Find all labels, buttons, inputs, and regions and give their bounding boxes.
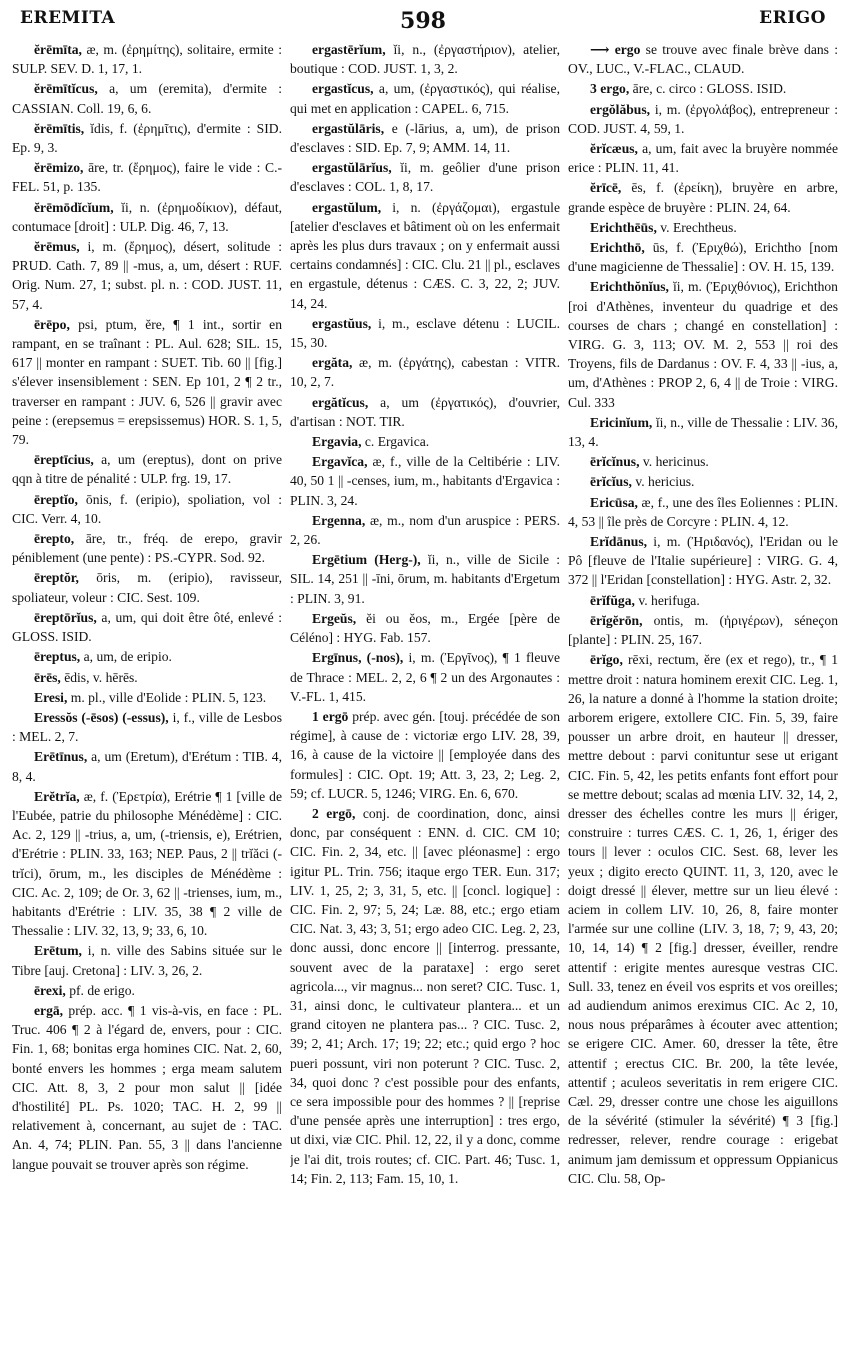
- dictionary-entry: [12, 198, 282, 236]
- entry-definition: ōnis, f. (eripio), spoliation, vol : CIC. Verr. 4, 10.: [12, 491, 282, 526]
- entry-headword: Erētīnus,: [34, 749, 88, 765]
- entry-headword: ērepto,: [34, 531, 75, 547]
- entry-definition: i, f., ville de Lesbos : MEL. 2, 7.: [12, 709, 282, 745]
- entry-definition: æ, f., ville de la Celtibérie : LIV. 40, 50 1 || -censes, ium, m., habitants d'Ergavica : PLIN. 3, 24.: [290, 454, 560, 508]
- entry-headword: Erichthō,: [590, 240, 645, 256]
- entry-definition: ontis, m. (ἠριγέρων), séneçon [plante] : PLIN. 25, 167.: [568, 612, 838, 648]
- entry-headword: ergastĭcus,: [312, 81, 374, 97]
- entry-headword: ergătĭcus,: [312, 394, 369, 410]
- column-right: [568, 40, 838, 1352]
- entry-definition: a, um (eremita), d'ermite : CASSIAN. Coll. 19, 6, 6.: [12, 81, 282, 116]
- entry-headword: ĕrēmītĭcus,: [34, 81, 98, 97]
- dictionary-entry: [12, 40, 282, 78]
- entry-headword: ergŏlăbus,: [590, 101, 651, 117]
- dictionary-entry: [290, 452, 560, 510]
- entry-headword: ēreptus,: [34, 649, 81, 665]
- entry-definition: ĭi, m. (Ἐριχθόνιος), Erichthon [roi d'Athènes, inventeur du quadrige et des courses de chars ; changé en constellation] : VIRG. G. 3, 113; OV. M. 2, 553 || roi des Troyens, fils de Dardanus : OV. F. 4, 33 || -ius, a, um, d'Athènes : PROP 2, 6, 4 || de Troie : VIRG. Cul. 333: [568, 279, 838, 410]
- entry-definition: ōris, m. (eripio), ravisseur, spoliateur, voleur : CIC. Sest. 109.: [12, 570, 282, 605]
- entry-headword: ēreptŏr,: [34, 570, 79, 586]
- dictionary-entry: [568, 493, 838, 531]
- entry-headword: ergăta,: [312, 355, 353, 371]
- entry-headword: ērĭgĕrōn,: [590, 612, 643, 628]
- dictionary-entry: [568, 79, 838, 98]
- entry-headword: ēreptīcius,: [34, 452, 94, 468]
- dictionary-entry: [568, 532, 838, 590]
- dictionary-entry: [290, 609, 560, 647]
- dictionary-entry: [290, 393, 560, 431]
- dictionary-entry: [290, 314, 560, 352]
- dictionary-entry: [12, 941, 282, 979]
- entry-definition: a, um, (ἐργαστικός), qui réalise, qui met en application : CAPEL. 6, 715.: [290, 81, 560, 116]
- entry-definition: æ, m., nom d'un aruspice : PERS. 2, 26.: [290, 512, 560, 548]
- dictionary-entry: [12, 647, 282, 666]
- dictionary-entry: [12, 1001, 282, 1174]
- entry-definition: i, m. (ἔρημος), désert, solitude : PRUD. Cath. 7, 89 || -mus, a, um, désert : RUF. Orig. Num. 27, 1; subst. pl. n. : COD. JUST. 11, 57, 4.: [12, 239, 282, 312]
- dictionary-entry: [12, 450, 282, 488]
- entry-headword: Erĕtrĭa,: [34, 788, 80, 804]
- entry-definition: æ, f. (Ἐρετρία), Erétrie ¶ 1 [ville de l'Eubée, patrie du philosophe Ménédème] : CIC. Ac. 2, 129 || -trius, a, um, (-triensis, e), Erétrien, d'Erétrie : PLIN. 33, 163; NEP. Paus, 2 || trĭăci (-trĭci), ōrum, m., les disciples de Ménédème : CIC. Ac. 2, 109; de Or. 3, 62 || -trienses, ium, m., habitants d'Erétrie : LIV. 35, 38 ¶ 2 ville de Thessalie : LIV. 32, 13, 9; 33, 6, 10.: [12, 788, 282, 939]
- dictionary-entry: [290, 198, 560, 313]
- dictionary-entry: [12, 981, 282, 1000]
- entry-definition: a, um, fait avec la bruyère nommée erice : PLIN. 11, 41.: [568, 141, 838, 176]
- entry-headword: ĕrēmus,: [34, 239, 80, 255]
- entry-headword: Erichthēūs,: [590, 219, 657, 235]
- entry-definition: e (-lārius, a, um), de prison d'esclaves : SID. Ep. 7, 9; AMM. 14, 11.: [290, 120, 560, 156]
- dictionary-entry: [12, 688, 282, 707]
- entry-headword: Ericūsa,: [590, 494, 638, 510]
- dictionary-entry: [12, 568, 282, 606]
- entry-definition: æ, m. (ἐρημίτης), solitaire, ermite : SULP. SEV. D. 1, 17, 1.: [12, 42, 282, 77]
- entry-headword: ergastŭlum,: [312, 199, 382, 215]
- dictionary-entry: [12, 747, 282, 785]
- entry-definition: āre, c. circo : GLOSS. ISID.: [632, 81, 787, 97]
- entry-definition: rēxi, rectum, ĕre (ex et rego), tr., ¶ 1 mettre droit : natura hominem erexit CIC. Leg. 1, 26, la nature a donné à l'homme la station droite; arborem erigere, extollere CIC. Fin. 5, 39, faire pousser un arbre droit, en hauteur || dresser, mettre debout : parvi conituntur sese ut erigant CIC. Fin. 5, 42, les petits enfants font effort pour se mettre debout; scalas ad mœnia LIV. 32, 14, 2, dresser des échelles contre les murs || ériger, construire : turres CÆS. C. 1, 26, 1, ériger des tours || lever : oculos CIC. Sest. 68, lever les yeux ; digito erecto QUINT. 11, 3, 120, avec le doigt dressé || élever, mettre sur un lieu élevé : aciem in collem LIV. 10, 26, 8, faire monter l'armée sur une colline (LIV. 3, 18, 7; 9, 43, 20; 10, 14, 14) ¶ 2 [fig.] dresser, éveiller, rendre attentif : erigite mentes auresque vestras CIC. Sull. 33, tenez en éveil vos esprits et vos oreilles; ad audiendum animos ereximus CIC. Ac 2, 10, nous nous préparâmes à écouter avec attention; se erigere CIC. Amer. 60, dresser la tête, être attentif ; erectus CIC. Br. 200, la tête levée, attentif ; aculeos severitatis in rem erigere CIC. Cæl. 29, dresser contre une chose les aiguillons de la sévérité (stimuler la sévérité) ¶ 3 [fig.] redresser, relever, rendre courage : erigebat animum jam demissum et oppressum Oppianicus CIC. Clu. 58, Op-: [568, 652, 838, 1186]
- entry-definition: m. pl., ville d'Eolide : PLIN. 5, 123.: [70, 689, 267, 705]
- dictionary-entry: [568, 591, 838, 610]
- entry-headword: ĕrēmītis,: [34, 120, 85, 136]
- entry-definition: prép. avec gén. [touj. précédée de son régime], à cause de : victoriæ ergo LIV. 28, 39, 16, à cause de la victoire || [employée dans des formules] : CIC. Opt. 19; Att. 3, 23, 2; Leg. 2, 59; cf. LUCR. 5, 1246; VIRG. En. 6, 670.: [290, 708, 560, 801]
- entry-headword: ĕrēmīta,: [34, 42, 82, 57]
- entry-headword: ērĭcĭnus,: [590, 454, 640, 470]
- entry-headword: Ergavia,: [312, 434, 362, 450]
- entry-headword: ĕrĭcæus,: [590, 141, 638, 157]
- entry-definition: conj. de coordination, donc, ainsi donc, par conséquent : ENN. d. CIC. CM 10; CIC. Fin. 2, 34, etc. || [avec pléonasme] : ergo igitur PL. Trin. 756; itaque ergo TER. Eun. 317; LIV. 1, 25, 2; 3, 31, 5, etc. || [concl. logique] : CIC. Fin. 2, 97; 5, 24; Læ. 88, etc.; ergo etiam CIC. Nat. 3, 43; 3, 51; ergo adeo CIC. Leg. 2, 23, donc aussi, donc encore || [interrog. pressante, souvent avec de la parataxe] : ergo seret agricola..., vir magnus... non seret? CIC. Tusc. 1, 31, ainsi donc, le cultivateur plantera... et un grand citoyen ne plantera pas... ? CIC. Tusc. 2, 39; 2, 41; Arch. 17; 19; 22; etc.; quid ergo ? hoc pueri possunt, viri non poterunt ? CIC. Tusc. 2, 34, quoi donc ? c'est possible pour des enfants, ce sera impossible pour des hommes ? || [reprise d'une pensée après une interruption] : tres ergo, ut dixi, viæ CIC. Phil. 12, 22, il y a donc, comme je l'ai dit, trois routes; cf. CIC. Part. 46; Tusc. 1, 14; Fin. 2, 113; Fam. 15, 10, 1.: [290, 805, 560, 1186]
- entry-headword: ērexi,: [34, 982, 66, 998]
- dictionary-entry: [568, 611, 838, 649]
- entry-definition: se trouve avec finale brève dans : OV., LUC., V.-FLAC., CLAUD.: [568, 42, 838, 77]
- dictionary-entry: [568, 178, 838, 216]
- entry-headword: ergastērĭum,: [312, 42, 386, 57]
- entry-definition: ēdis, v. hērēs.: [64, 669, 138, 685]
- entry-headword: Ergētium (Herg-),: [312, 552, 421, 568]
- entry-headword: ĕrēmōdĭcĭum,: [34, 199, 114, 215]
- page-number: 598: [400, 8, 446, 34]
- entry-definition: v. Erechtheus.: [660, 219, 737, 235]
- entry-definition: ĕi ou ĕos, m., Ergée [père de Céléno] : HYG. Fab. 157.: [290, 610, 560, 646]
- entry-definition: v. hericinus.: [642, 454, 709, 470]
- entry-definition: v. hericius.: [635, 474, 695, 490]
- entry-headword: Erĭdānus,: [590, 534, 648, 550]
- dictionary-entry: [568, 139, 838, 177]
- entry-headword: 1 ergō: [312, 708, 349, 724]
- dictionary-entry: [568, 452, 838, 471]
- dictionary-entry: [12, 119, 282, 157]
- entry-definition: a, um (ἐργατικός), d'ouvrier, d'artisan : NOT. TIR.: [290, 394, 560, 429]
- dictionary-entry: [290, 353, 560, 391]
- dictionary-entry: [290, 707, 560, 803]
- dictionary-columns: [12, 40, 838, 1352]
- dictionary-entry: [568, 218, 838, 237]
- dictionary-entry: [12, 608, 282, 646]
- left-running-head: EREMITA: [20, 8, 116, 28]
- entry-definition: a, um (ereptus), dont on prive qqn à titre de pénalité : ULP. frg. 19, 17.: [12, 452, 282, 487]
- dictionary-entry: [12, 708, 282, 746]
- entry-headword: ĕrēmizo,: [34, 160, 84, 176]
- entry-headword: ergastŭus,: [312, 315, 372, 331]
- column-middle: [290, 40, 560, 1352]
- entry-headword: ērĭcĭus,: [590, 474, 632, 490]
- dictionary-entry: [568, 413, 838, 451]
- entry-definition: i, n. (ἐργάζομαι), ergastule [atelier d'esclaves et bâtiment où on les enfermait après les plus durs travaux ; on y enfermait aussi certains condamnés] : CIC. Clu. 21 || pl., esclaves en ergastule, détenus : CÆS. C. 3, 22, 2; JUV. 14, 24.: [290, 199, 560, 311]
- entry-definition: a, um (Eretum), d'Erétum : TIB. 4, 8, 4.: [12, 749, 282, 784]
- entry-definition: i, n. ville des Sabins située sur le Tibre [auj. Cretona] : LIV. 3, 26, 2.: [12, 943, 282, 978]
- entry-headword: Ergīnus, (-nos),: [312, 650, 404, 666]
- entry-headword: ērĭgo,: [590, 652, 623, 668]
- dictionary-entry: [290, 550, 560, 608]
- entry-definition: āre, tr. (ἔρημος), faire le vide : C.-FEL. 51, p. 135.: [12, 160, 282, 195]
- entry-definition: i, m. (Ἐργῖνος), ¶ 1 fleuve de Thrace : MEL. 2, 2, 6 ¶ 2 un des Argonautes : V.-FL. 1, 415.: [290, 650, 560, 704]
- dictionary-entry: [290, 40, 560, 78]
- entry-headword: ⟶ ergo: [590, 42, 641, 57]
- entry-definition: āre, tr., fréq. de erepo, gravir péniblement (une pente) : PS.-CYPR. Sod. 92.: [12, 531, 282, 566]
- entry-definition: a, um, qui doit être ôté, enlevé : GLOSS. ISID.: [12, 609, 282, 645]
- entry-headword: ergastŭlārĭus,: [312, 160, 392, 176]
- dictionary-entry: [290, 511, 560, 549]
- entry-definition: pf. de erigo.: [69, 982, 135, 998]
- dictionary-entry: [290, 119, 560, 157]
- dictionary-entry: [12, 158, 282, 196]
- entry-definition: c. Ergavica.: [364, 434, 430, 450]
- dictionary-entry: [290, 79, 560, 117]
- entry-definition: ĭi, m. geôlier d'une prison d'esclaves : COL. 1, 8, 17.: [290, 160, 560, 195]
- entry-headword: Ergeŭs,: [312, 610, 357, 626]
- entry-headword: ērēpo,: [34, 316, 70, 332]
- entry-definition: i, m. (ἐργολάβος), entrepreneur : COD. JUST. 4, 59, 1.: [568, 101, 838, 136]
- dictionary-entry: [568, 650, 838, 1188]
- entry-headword: Ergavĭca,: [312, 454, 368, 470]
- entry-definition: ĭi, n. (ἐρημοδίκιον), défaut, contumace [droit] : ULP. Dig. 46, 7, 13.: [12, 199, 282, 234]
- entry-definition: a, um, de eripio.: [83, 649, 172, 665]
- entry-headword: Eresi,: [34, 689, 68, 705]
- entry-headword: ēreptōrĭus,: [34, 609, 97, 625]
- dictionary-entry: [568, 238, 838, 276]
- entry-headword: ērēs,: [34, 669, 61, 685]
- entry-headword: ēreptĭo,: [34, 491, 78, 507]
- dictionary-entry: [12, 315, 282, 449]
- dictionary-entry: [568, 472, 838, 491]
- dictionary-entry: [290, 804, 560, 1188]
- entry-headword: ērĭfŭga,: [590, 592, 635, 608]
- dictionary-entry: [568, 277, 838, 411]
- entry-definition: i, m. (Ἠριδανός), l'Eridan ou le Pô [fleuve de l'Italie supérieure] : VIRG. G. 4, 372 || l'Eridan [constellation] : HYG. Astr. 2, 32.: [568, 534, 838, 588]
- entry-headword: 2 ergō,: [312, 805, 356, 821]
- right-running-head: ERIGO: [759, 8, 826, 28]
- entry-definition: ĭi, n., ville de Thessalie : LIV. 36, 13, 4.: [568, 414, 838, 450]
- entry-headword: 3 ergo,: [590, 81, 630, 97]
- entry-definition: æ, m. (ἐργάτης), cabestan : VITR. 10, 2, 7.: [290, 355, 560, 390]
- dictionary-entry: [12, 490, 282, 528]
- dictionary-entry: [290, 648, 560, 706]
- entry-definition: ĭdis, f. (ἐρημῖτις), d'ermite : SID. Ep. 9, 3.: [12, 120, 282, 156]
- entry-headword: Erichthŏnĭus,: [590, 279, 669, 295]
- entry-definition: v. herifuga.: [638, 592, 700, 608]
- dictionary-entry: [12, 79, 282, 117]
- entry-definition: psi, ptum, ĕre, ¶ 1 int., sortir en rampant, en se traînant : PL. Aul. 628; SIL. 15, 617 || monter en rampant : SUET. Tib. 60 || [fig.] s'élever insensiblement : SEN. Ep 101, 2 ¶ 2 tr., traverser en rampant : JUV. 6, 526 || gravir avec peine : (erepsemus = erepsissemus) HOR. S. 1, 5, 79.: [12, 316, 282, 448]
- dictionary-entry: [290, 432, 560, 451]
- dictionary-entry: [12, 529, 282, 567]
- entry-definition: i, m., esclave détenu : LUCIL. 15, 30.: [290, 315, 560, 351]
- entry-definition: ĭi, n., ville de Sicile : SIL. 14, 251 || -īni, ōrum, m. habitants d'Ergetum : PLIN. 3, 91.: [290, 552, 560, 606]
- dictionary-entry: [12, 787, 282, 941]
- entry-definition: æ, f., une des îles Eoliennes : PLIN. 4, 53 || île près de Corcyre : PLIN. 4, 12.: [568, 494, 838, 529]
- entry-headword: Erētum,: [34, 943, 82, 959]
- entry-headword: Eressŏs (-ēsos) (-essus),: [34, 709, 169, 725]
- dictionary-entry: [290, 158, 560, 196]
- entry-definition: prép. acc. ¶ 1 vis-à-vis, en face : PL. Truc. 406 ¶ 2 à l'égard de, envers, pour : CIC. Fin. 1, 68; bonitas erga homines CIC. Nat. 2, 60, bonté envers les hommes ; erga meam salutem CIC. Att. 8, 3, 2 pour mon salut || [idée d'hostilité] PL. Ps. 1020; TAC. H. 2, 99 || relativement à, concernant, au sujet de : TAC. An. 4, 74; PLIN. Pan. 55, 3 || dans l'ancienne langue pouvait se trouver après son régime.: [12, 1002, 282, 1172]
- entry-definition: ĭi, n., (ἐργαστήριον), atelier, boutique : COD. JUST. 1, 3, 2.: [290, 42, 560, 77]
- entry-headword: ergā,: [34, 1002, 64, 1018]
- dictionary-entry: [568, 40, 838, 78]
- column-left: [12, 40, 282, 1352]
- entry-headword: ergastŭlāris,: [312, 120, 385, 136]
- entry-definition: ēs, f. (ἐρείκη), bruyère en arbre, grande espèce de bruyère : PLIN. 24, 64.: [568, 180, 838, 215]
- dictionary-entry: [12, 668, 282, 687]
- entry-headword: Ergenna,: [312, 512, 366, 528]
- dictionary-entry: [12, 237, 282, 314]
- dictionary-entry: [568, 100, 838, 138]
- entry-headword: ĕrīcē,: [590, 180, 622, 196]
- entry-definition: ūs, f. (Ἐριχθώ), Erichtho [nom d'une magicienne de Thessalie] : OV. H. 15, 139.: [568, 240, 838, 275]
- entry-headword: Ericinĭum,: [590, 414, 653, 430]
- page-header: [20, 8, 826, 38]
